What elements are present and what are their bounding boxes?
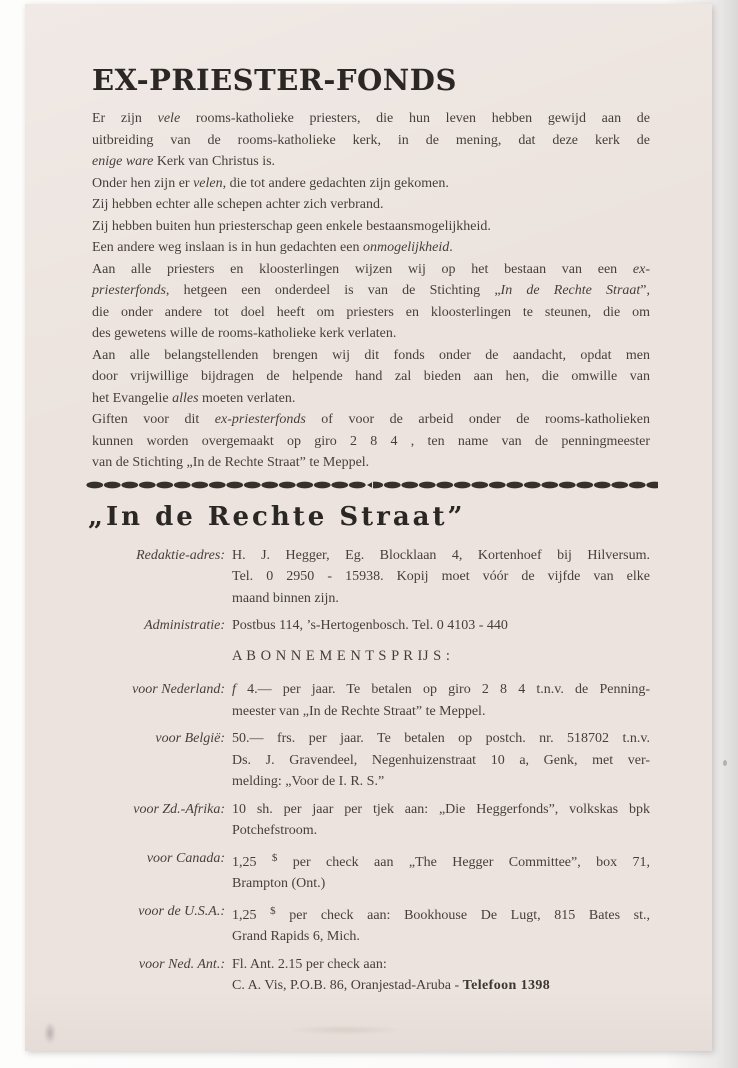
row-label-empty	[92, 646, 225, 668]
text-segment: moeten verlaten.	[198, 390, 296, 406]
line-content	[232, 569, 650, 584]
row-label: voor Zd.-Afrika:	[133, 801, 225, 817]
line-content	[232, 774, 384, 789]
text-line	[92, 108, 650, 130]
text-line	[92, 388, 650, 410]
colophon-row	[92, 848, 650, 895]
text-segment: melding: „Voor de I. R. S.”	[232, 774, 385, 789]
text-line	[232, 771, 650, 793]
line-content	[232, 876, 325, 891]
line-content	[232, 851, 650, 870]
line-content	[92, 283, 650, 298]
text-line	[92, 366, 650, 388]
text-segment: $	[271, 851, 278, 864]
text-line	[232, 545, 650, 567]
row-label: Redaktie-adres:	[136, 547, 225, 563]
paragraph	[92, 345, 650, 410]
text-line	[92, 345, 650, 367]
text-line	[92, 151, 650, 173]
paragraph	[92, 237, 650, 259]
text-segment: Fl. Ant. 2.15 per check aan:	[232, 956, 387, 972]
line-content	[92, 391, 295, 406]
text-segment: Postbus 114, ’s-Hertogenbosch. Tel. 0 4103 - 440	[232, 618, 508, 633]
row-label: voor Nederland:	[132, 682, 225, 697]
line-content	[92, 111, 650, 126]
line-content	[92, 412, 650, 427]
text-segment: enige ware	[92, 154, 154, 169]
row-value	[232, 679, 650, 722]
colophon-row	[92, 545, 650, 610]
subscription-price-header: A B O N N E M E N T S P R IJ S :	[232, 647, 451, 664]
line-content	[92, 240, 453, 255]
colophon-row	[92, 728, 650, 793]
text-segment: of voor de arbeid onder de rooms-katholieken	[305, 412, 650, 427]
text-segment: door vrijwillige bijdragen de helpende hand zal bieden aan hen, die omwille van	[92, 369, 650, 384]
line-content	[92, 326, 396, 341]
text-segment: 1,25	[232, 907, 271, 923]
paragraph	[92, 194, 650, 216]
text-line	[92, 130, 650, 152]
paper-speck	[723, 760, 727, 766]
colophon-address-rows	[92, 545, 650, 637]
row-value	[232, 615, 650, 637]
text-segment: velen	[193, 175, 223, 191]
line-content	[232, 978, 550, 993]
paragraph	[92, 173, 650, 195]
row-label: voor Canada:	[146, 850, 225, 866]
text-line	[232, 901, 650, 927]
text-segment: priesterfonds	[92, 283, 166, 298]
paragraph	[92, 259, 650, 345]
line-content	[92, 455, 369, 470]
text-line	[232, 750, 650, 772]
text-line	[232, 799, 650, 821]
line-content	[92, 197, 384, 212]
text-line	[232, 975, 650, 997]
bead-chain-right	[373, 479, 658, 491]
text-segment: per check aan „The Hegger Committee”, box 71,	[277, 854, 650, 870]
bead-divider-ornament	[86, 479, 658, 491]
line-content	[232, 929, 360, 944]
text-segment: het Evangelie	[92, 390, 173, 406]
line-content	[92, 369, 650, 384]
line-content	[232, 823, 317, 838]
text-segment: Potchefstroom.	[232, 823, 318, 838]
text-line	[232, 588, 650, 610]
text-segment: H. J. Hegger, Eg. Blocklaan 4, Kortenhoef bij Hilversum.	[232, 547, 650, 563]
line-content	[232, 704, 485, 719]
text-line	[92, 237, 650, 259]
text-segment: die onder andere tot doel heeft om priesters en kloosterlingen te steunen, die om	[92, 304, 650, 320]
text-segment: Brampton (Ont.)	[232, 876, 326, 891]
text-line	[232, 873, 650, 895]
text-segment: $	[270, 904, 276, 917]
text-line	[92, 194, 650, 216]
text-segment: C. A. Vis, P.O.B. 86, Oranjestad-Aruba -	[232, 978, 463, 993]
line-content	[232, 753, 650, 768]
line-content	[232, 802, 650, 817]
row-label: Administratie:	[144, 618, 225, 633]
text-segment: kunnen worden overgemaakt op giro 2 8 4 , ten name van de penningmeester	[92, 433, 650, 449]
text-segment: Een andere weg inslaan is in hun gedachten een	[92, 240, 363, 255]
text-segment: 50.— frs. per jaar. Te betalen op postch. nr. 518702 t.n.v.	[232, 731, 650, 746]
line-content	[232, 957, 387, 972]
text-line	[232, 701, 650, 723]
colophon-row	[92, 679, 650, 722]
line-content	[232, 618, 508, 633]
colophon-row	[92, 954, 650, 997]
line-content	[92, 176, 449, 191]
text-segment: per check aan: Bookhouse De Lugt, 815 Bates st.,	[275, 907, 651, 923]
line-content	[92, 305, 650, 320]
subscription-header-row	[92, 646, 650, 668]
text-segment: 4.— per jaar. Te betalen op giro 2 8 4 t.n.v. de Penning-	[235, 682, 650, 697]
section-title: „In de Rechte Straat”	[88, 501, 466, 532]
text-segment: , hetgeen een onderdeel is van de Stichting „	[165, 283, 501, 298]
text-segment: des gewetens wille de rooms-katholieke kerk verlaten.	[92, 326, 397, 341]
line-content	[92, 133, 650, 148]
text-segment: Zij hebben echter alle schepen achter zich verbrand.	[92, 197, 384, 212]
row-value	[232, 954, 650, 997]
text-line	[232, 926, 650, 948]
text-segment: onmogelijkheid	[362, 240, 450, 255]
text-line	[92, 323, 650, 345]
line-content	[232, 904, 651, 923]
text-segment: Tel. 0 2950 - 15938. Kopij moet vóór de vijfde van elke	[232, 569, 650, 584]
colophon-price-rows	[92, 679, 650, 997]
text-segment: Onder hen zijn er	[92, 175, 194, 191]
row-label: voor de U.S.A.:	[138, 903, 225, 919]
text-segment: Aan alle belangstellenden brengen wij dit fonds onder de aandacht, opdat men	[92, 347, 650, 363]
line-content	[232, 731, 650, 746]
line-content	[92, 262, 650, 277]
text-segment: alles	[172, 390, 199, 406]
row-value	[232, 728, 650, 793]
row-value	[232, 799, 650, 842]
text-line	[232, 848, 650, 874]
row-label: voor België:	[155, 731, 225, 746]
text-segment: Telefoon 1398	[462, 978, 551, 993]
text-segment: Ds. J. Gravendeel, Negenhuizenstraat 10 a, Genk, met ver-	[232, 752, 650, 768]
text-segment: ”,	[640, 283, 650, 298]
text-segment: 1,25	[232, 854, 272, 870]
text-segment: vele	[157, 111, 181, 126]
line-content	[92, 219, 491, 234]
line-content	[92, 434, 650, 449]
text-segment: maand binnen zijn.	[232, 590, 339, 606]
row-value	[232, 848, 650, 895]
text-line	[232, 615, 650, 637]
row-value	[232, 545, 650, 610]
page-title: EX-PRIESTER-FONDS	[92, 63, 457, 97]
text-segment: In de Rechte Straat	[500, 283, 641, 298]
line-content	[92, 348, 650, 363]
pencil-smudge	[44, 1022, 56, 1044]
text-segment: van de Stichting „In de Rechte Straat” te Meppel.	[92, 455, 370, 470]
colophon-row	[92, 901, 650, 948]
text-line	[232, 820, 650, 842]
paragraph	[92, 409, 650, 474]
row-value	[232, 901, 650, 948]
line-content	[232, 548, 650, 563]
line-content	[232, 591, 339, 606]
text-segment: , die tot andere gedachten zijn gekomen.	[222, 175, 449, 191]
text-segment: meester van „In de Rechte Straat” te Meppel.	[232, 703, 486, 719]
faint-smudge	[290, 1026, 400, 1034]
bead-chain-junction	[367, 482, 372, 488]
text-line	[92, 452, 650, 474]
line-content	[92, 154, 275, 169]
text-segment: 10 sh. per jaar per tjek aan: „Die Heggerfonds”, volkskas bpk	[232, 801, 650, 817]
magazine-page	[25, 4, 712, 1051]
text-segment: Aan alle priesters en kloosterlingen wijzen wij op het bestaan van een	[92, 261, 633, 277]
text-segment: ex-priesterfonds	[214, 412, 306, 427]
text-segment: ex-	[632, 261, 650, 277]
text-line	[92, 302, 650, 324]
text-segment: rooms-katholieke priesters, die hun leven hebben gewijd aan de	[180, 111, 650, 126]
text-line	[232, 728, 650, 750]
text-segment: Kerk van Christus is.	[153, 154, 276, 169]
colophon-row	[92, 799, 650, 842]
text-segment: Er zijn	[92, 111, 158, 126]
colophon-row	[92, 615, 650, 637]
text-line	[92, 259, 650, 281]
text-line	[232, 566, 650, 588]
paragraph	[92, 108, 650, 173]
intro-paragraphs	[92, 108, 650, 474]
text-segment: Zij hebben buiten hun priesterschap geen enkele bestaansmogelijkheid.	[92, 218, 491, 234]
text-segment: Giften voor dit	[92, 412, 215, 427]
text-line	[92, 409, 650, 431]
text-segment: Grand Rapids 6, Mich.	[232, 929, 360, 944]
line-content	[232, 682, 650, 697]
text-segment: uitbreiding van de rooms-katholieke kerk, in de mening, dat deze kerk de	[92, 132, 650, 148]
text-segment: f	[232, 682, 236, 697]
paragraph	[92, 216, 650, 238]
text-line	[232, 679, 650, 701]
text-line	[92, 216, 650, 238]
row-label: voor Ned. Ant.:	[138, 956, 225, 972]
text-line	[92, 173, 650, 195]
text-segment: .	[449, 240, 453, 255]
bead-chain-left	[86, 479, 366, 491]
text-line	[232, 954, 650, 976]
text-line	[92, 431, 650, 453]
text-line	[92, 280, 650, 302]
